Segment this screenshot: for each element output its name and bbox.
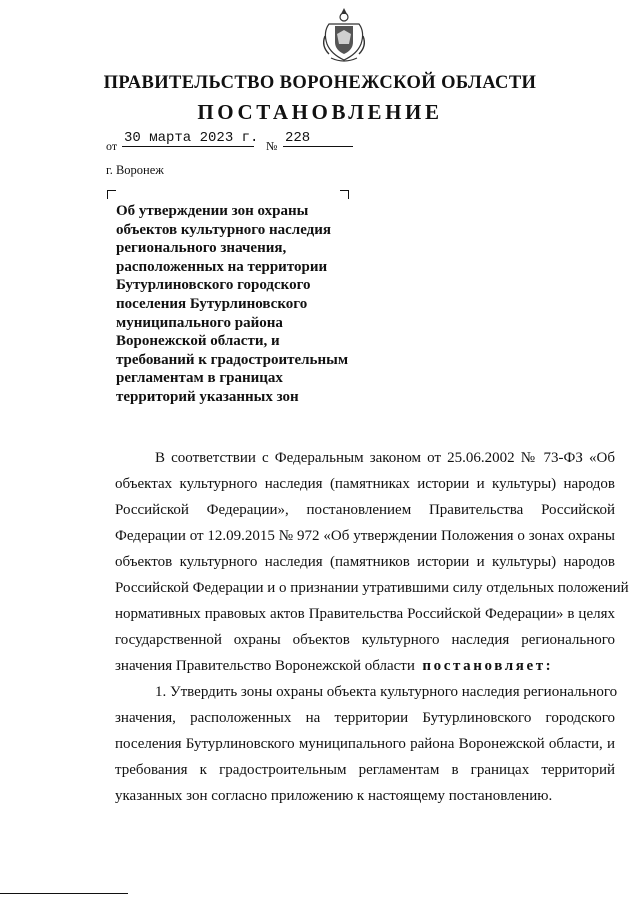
- subject-line: расположенных на территории: [116, 258, 328, 275]
- body-line: поселения Бутурлиновского муниципального района Воронежской области, и: [115, 736, 615, 752]
- subject-line: Воронежской области, и: [116, 333, 280, 350]
- decree-keyword: постановляет:: [422, 658, 554, 674]
- footnote-rule: [0, 893, 128, 894]
- subject-line: требований к градостроительным: [116, 351, 349, 368]
- subject-line: Об утверждении зон охраны: [116, 203, 309, 219]
- subject-line: регионального значения,: [116, 240, 287, 257]
- city: г. Воронеж: [106, 163, 164, 177]
- body-line: Российской Федерации», постановлением Правительства Российской: [115, 502, 615, 518]
- from-label: от: [106, 139, 118, 153]
- body-line: указанных зон согласно приложению к настоящему постановлению.: [115, 788, 553, 804]
- body-line: В соответствии с Федеральным законом от 25.06.2002 № 73-ФЗ «Об: [155, 450, 615, 466]
- body-line: значения, расположенных на территории Бутурлиновского городского: [115, 710, 615, 726]
- body-line: Российской Федерации и о признании утратившими силу отдельных положений: [115, 580, 629, 596]
- subject-line: Бутурлиновского городского: [116, 277, 311, 294]
- subject-line: поселения Бутурлиновского: [116, 295, 308, 312]
- body-line: 1. Утвердить зоны охраны объекта культурного наследия регионального: [155, 684, 618, 700]
- subject-line: муниципального района: [116, 314, 283, 331]
- body-line: объектов культурного наследия (памятников истории и культуры) народов: [115, 554, 615, 570]
- subject-line: регламентам в границах: [116, 370, 283, 387]
- document-subject: [116, 202, 376, 407]
- body-line: Федерации от 12.09.2015 № 972 «Об утверждении Положения о зонах охраны: [115, 528, 615, 544]
- subject-line: территорий указанных зон: [116, 388, 299, 405]
- body-line: требования к градостроительным регламентам в границах территорий: [115, 762, 615, 778]
- subject-corner-left: [107, 190, 116, 199]
- subject-line: объектов культурного наследия: [116, 221, 332, 238]
- body-line: государственной охраны объектов культурного наследия регионального: [115, 632, 615, 648]
- document-number: 228: [283, 130, 353, 147]
- subject-corner-right: [340, 190, 349, 199]
- number-label: №: [266, 139, 278, 153]
- body-text: значения Правительство Воронежской области: [115, 658, 415, 674]
- body-line: объектах культурного наследия (памятниках истории и культуры) народов: [115, 476, 615, 492]
- voronezh-coat-of-arms-icon: [319, 6, 369, 64]
- body-line: [115, 658, 615, 675]
- document-type: ПОСТАНОВЛЕНИЕ: [197, 100, 443, 124]
- document-date: 30 марта 2023 г.: [124, 130, 259, 146]
- government-title: ПРАВИТЕЛЬСТВО ВОРОНЕЖСКОЙ ОБЛАСТИ: [103, 73, 537, 93]
- body-line: нормативных правовых актов Правительства Российской Федерации» в целях: [115, 606, 615, 622]
